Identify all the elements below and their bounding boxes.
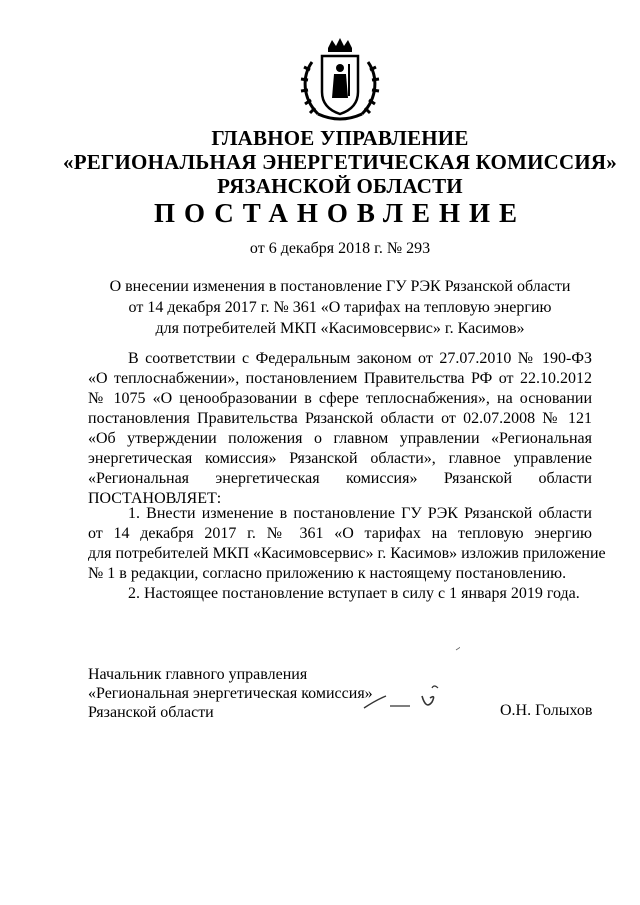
item-2-line: 2. Настоящее постановление вступает в силу с 1 января 2019 года. bbox=[128, 585, 580, 602]
item-2 bbox=[88, 584, 592, 604]
preamble-line: «Об утверждении положения о главном управлении «Региональная bbox=[88, 430, 592, 447]
decree-date-number: от 6 декабря 2018 г. № 293 bbox=[249, 240, 431, 257]
decree-subject bbox=[60, 276, 620, 339]
item-1-line: от 14 декабря 2017 г. № 361 «О тарифах на тепловую энергию bbox=[88, 525, 592, 542]
org-line-2: «РЕГИОНАЛЬНАЯ ЭНЕРГЕТИЧЕСКАЯ КОМИССИЯ» bbox=[63, 150, 617, 174]
preamble-line: постановления Правительства Рязанской области от 02.07.2008 № 121 bbox=[88, 410, 592, 427]
signature-position-line: Рязанской области bbox=[88, 704, 214, 721]
preamble-line: «Региональная энергетическая комиссия» Рязанской области bbox=[88, 470, 592, 487]
item-1 bbox=[88, 504, 606, 584]
signature-position-line: «Региональная энергетическая комиссия» bbox=[88, 685, 373, 702]
item-1-line: 1. Внести изменение в постановление ГУ РЭК Рязанской области bbox=[128, 505, 592, 522]
subject-line: от 14 декабря 2017 г. № 361 «О тарифах на тепловую энергию bbox=[128, 299, 552, 316]
preamble-line: «О теплоснабжении», постановлением Правительства РФ от 22.10.2012 bbox=[88, 370, 592, 387]
coat-of-arms-emblem bbox=[292, 36, 388, 126]
preamble-line: энергетическая комиссия» Рязанской области», главное управление bbox=[88, 450, 592, 467]
preamble-line: В соответствии с Федеральным законом от 27.07.2010 № 190-ФЗ bbox=[128, 350, 592, 367]
org-line-1: ГЛАВНОЕ УПРАВЛЕНИЕ bbox=[211, 126, 469, 150]
decree-title: ПОСТАНОВЛЕНИЕ bbox=[153, 198, 527, 228]
preamble bbox=[88, 349, 592, 509]
item-1-line: для потребителей МКП «Касимовсервис» г. Касимов» изложив приложение bbox=[88, 545, 606, 562]
signature-position-line: Начальник главного управления bbox=[88, 666, 308, 683]
signatory-name: О.Н. Голыхов bbox=[500, 702, 593, 719]
preamble-line: № 1075 «О ценообразовании в сфере теплоснабжения», на основании bbox=[88, 390, 592, 407]
org-line-3: РЯЗАНСКОЙ ОБЛАСТИ bbox=[217, 174, 463, 198]
subject-line: О внесении изменения в постановление ГУ РЭК Рязанской области bbox=[109, 278, 571, 295]
item-1-line: № 1 в редакции, согласно приложению к настоящему постановлению. bbox=[88, 565, 567, 582]
handwritten-signature bbox=[360, 640, 460, 720]
subject-line: для потребителей МКП «Касимовсервис» г. Касимов» bbox=[155, 320, 525, 337]
preamble-line: ПОСТАНОВЛЯЕТ: bbox=[88, 490, 222, 507]
